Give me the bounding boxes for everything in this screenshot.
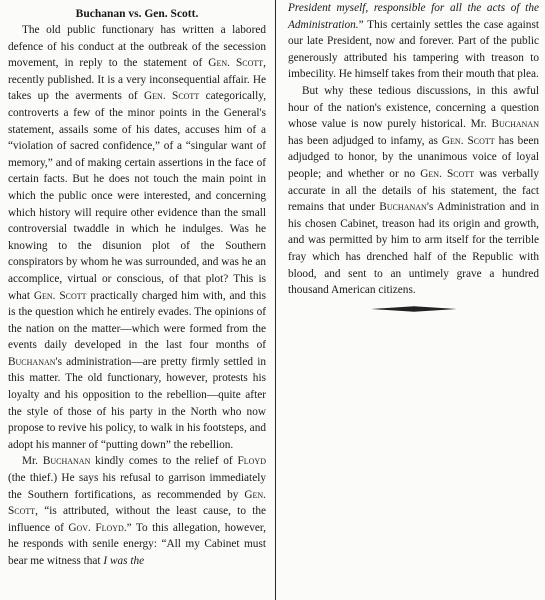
left-column	[0, 0, 272, 570]
small-caps-name: Gen. Scott	[208, 57, 264, 70]
small-caps-name: Gen. Scott	[144, 90, 200, 103]
column-rule	[275, 0, 276, 600]
italic-text: President myself, responsible for all the acts of the Administration.	[288, 2, 539, 31]
small-caps-name: Buchanan	[8, 355, 56, 368]
paragraph	[288, 83, 539, 299]
small-caps-name: Buchanan	[491, 118, 539, 131]
text-run: kindly comes to the relief of	[90, 455, 238, 468]
left-column-body	[8, 22, 266, 570]
small-caps-name: Floyd	[237, 455, 266, 468]
text-run: But why these tedious discussions, in this awful hour of the nation's existence, concerning a question whose value is now purely historical. Mr.	[288, 84, 539, 131]
small-caps-name: Gen. Scott	[8, 488, 266, 518]
small-caps-name: Buchanan	[379, 201, 427, 214]
small-caps-name: Gov. Floyd	[68, 521, 124, 534]
small-caps-name: Buchanan	[42, 455, 91, 468]
small-caps-name: Gen. Scott	[33, 289, 87, 302]
paragraph	[8, 22, 266, 453]
text-run: Mr.	[22, 455, 43, 468]
small-caps-name: Gen. Scott	[441, 134, 495, 147]
text-run: has been adjudged to infamy, as	[288, 134, 442, 147]
text-run: The old public functionary has written a labored defence of his conduct at the outbreak of the secession movement, in reply to the statement of	[8, 24, 266, 70]
text-run: has been adjudged to honor, by the unanimous voice of loyal people; and whether or no	[288, 134, 540, 180]
end-ornament	[371, 305, 457, 313]
text-run: ” This certainly settles the case against our late President, now and forever. Part of the public generously attributed his tampering with treason to imbecility. He himself takes from their mouth that plea.	[288, 18, 539, 81]
text-run: 's Administration and in his chosen Cabinet, treason had its origin and growth, and was permitted by him to arm itself for the terrible fray which has drenched half of the Republic with blood, and sent to an untimely grave a hundred thousand American citizens.	[288, 201, 539, 297]
text-run: was verbally accurate in all the details of his statement, the fact remains that under	[288, 167, 540, 214]
paragraph	[288, 0, 539, 83]
text-run: categorically, controverts a few of the minor points in the General's statement, assails some of his dates, accuses him of a “violation of sacred confidence,” of a “singular want of memory,” and of making certain assertions in the face of certain facts. But he does not touch the main point in which the public once were interested, and concerning which history will require other evidence than the small controversial twaddle in which he indulges. Was he knowing to the disunion plot of the Southern conspirators by whom he was surrounded, and was he an accomplice, virtual or conscious, of that plot? This is what	[8, 90, 267, 302]
text-run: , “is attributed, without the least cause, to the influence of	[8, 505, 266, 534]
italic-text: I was the	[103, 555, 145, 567]
paragraph	[8, 453, 266, 569]
text-run: (the thief.) He says his refusal to garrison immediately the Southern fortifications, as recommended by	[8, 472, 266, 501]
text-run: .” To this allegation, however, he responds with senile energy: “All my Cabinet must bear me witness that	[8, 521, 266, 567]
right-column-body	[288, 0, 539, 299]
text-run: 's administration—are pretty firmly settled in this matter. The old functionary, however, protests his loyalty and his opposition to the rebellion—quite after the style of those of his party in the North who now propose to revive his policy, to walk in his footsteps, and adopt his manner of “putting down” the rebellion.	[8, 355, 266, 451]
text-run: practically charged him with, and this is the question which he entirely evades. The opinions of the nation on the matter—which were formed from the events daily developed in the last four months of	[8, 289, 267, 352]
right-column	[280, 0, 545, 313]
article-headline: Buchanan vs. Gen. Scott.	[75, 8, 199, 20]
small-caps-name: Gen. Scott	[420, 167, 475, 180]
text-run: , recently published. It is a very inconsequential affair. He takes up the averments of	[8, 57, 266, 103]
